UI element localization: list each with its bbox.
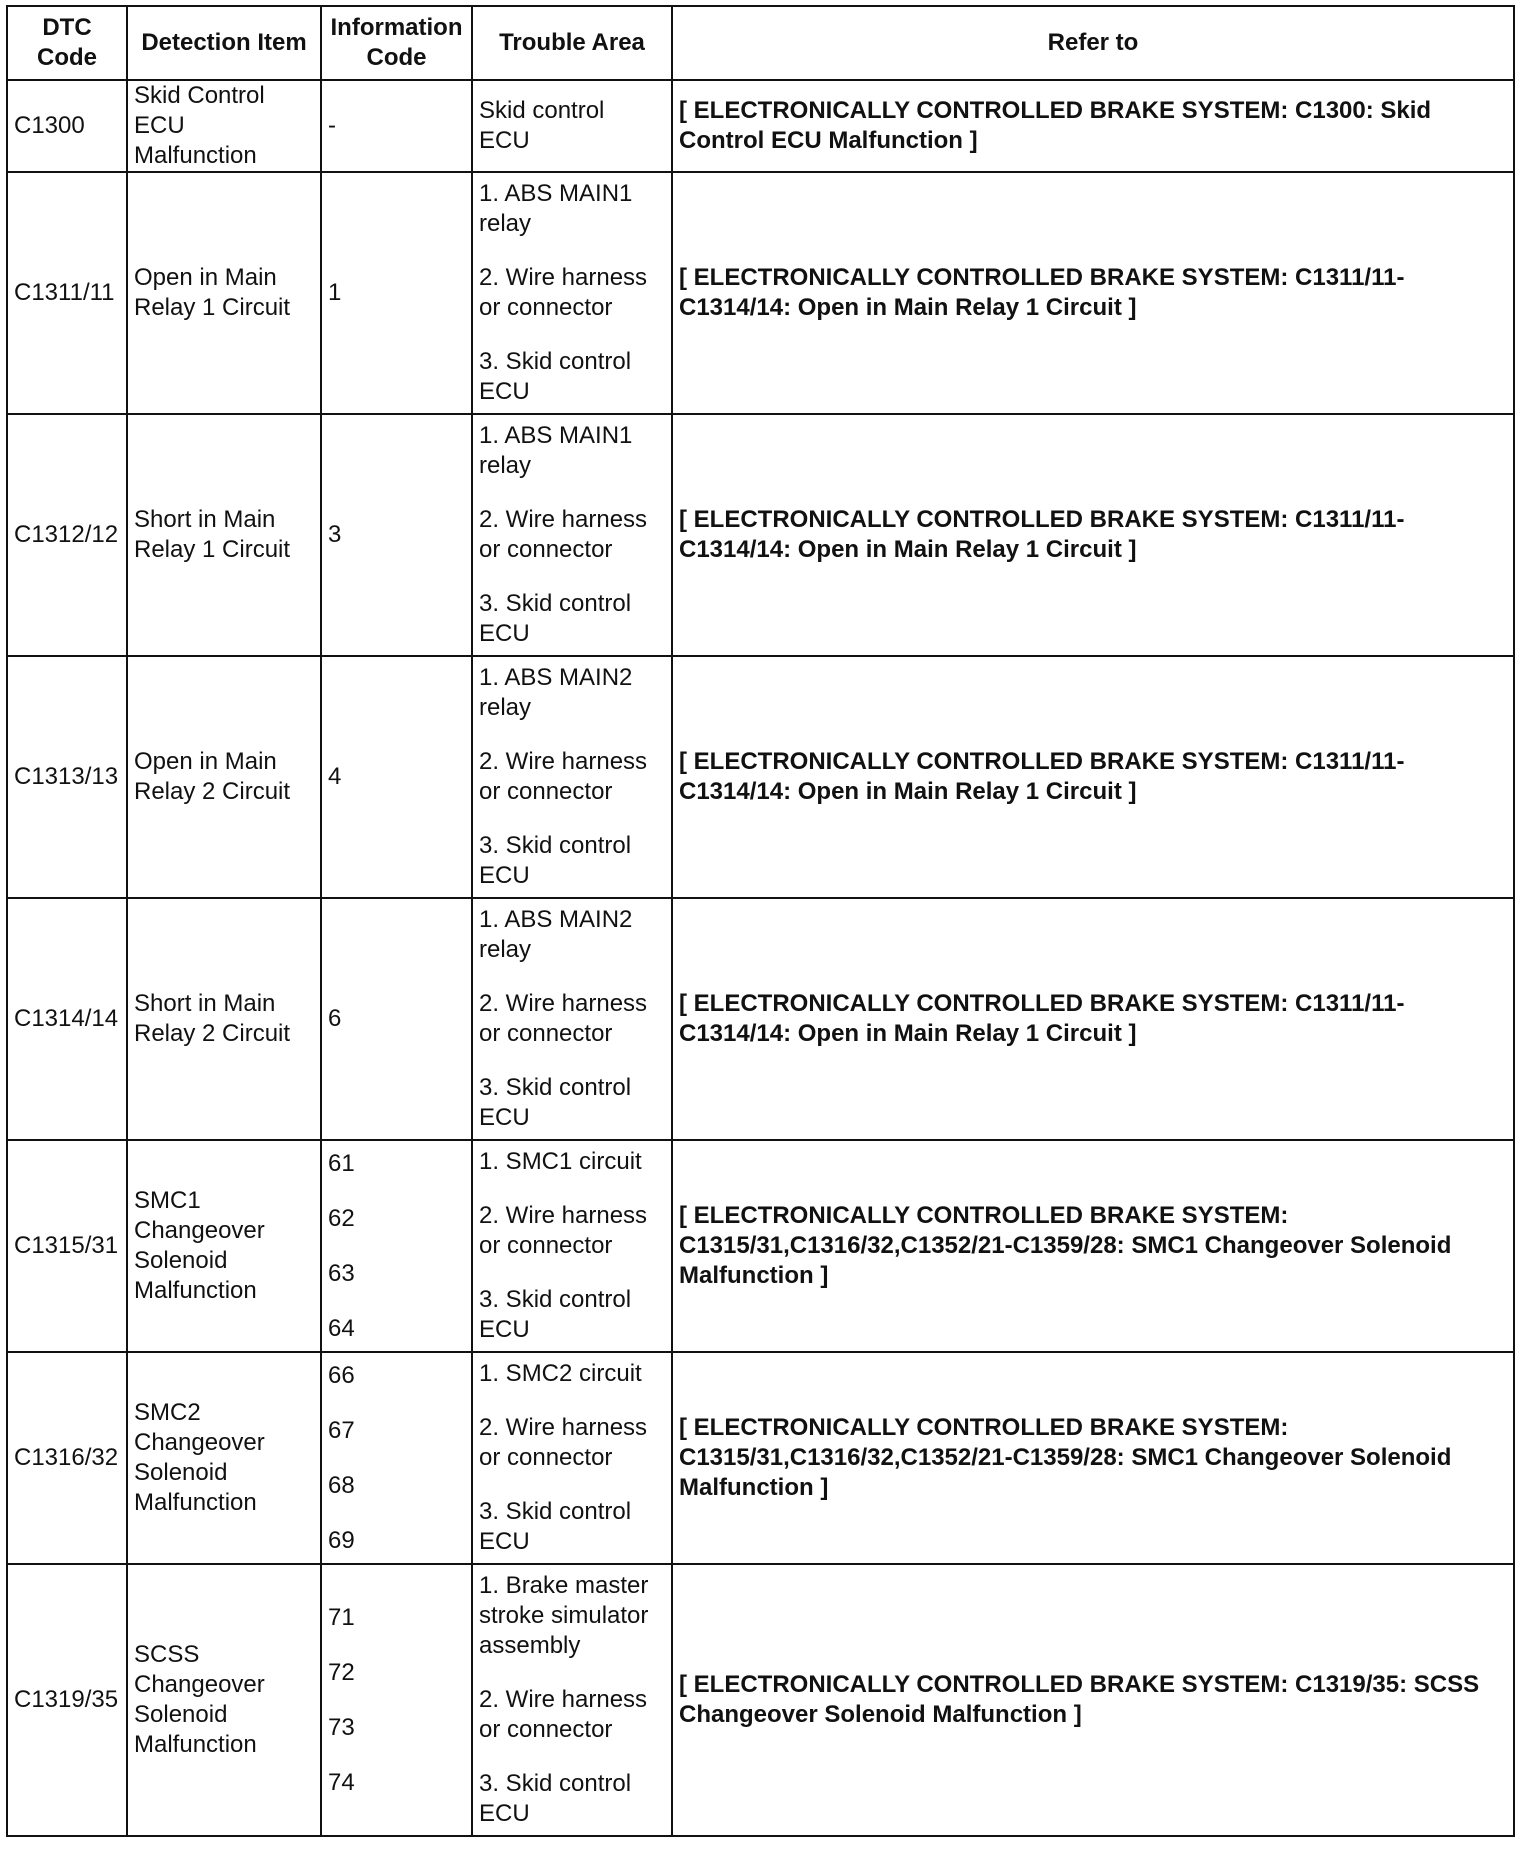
dtc-code-cell: C1312/12 <box>7 414 127 656</box>
detection-item-cell: SCSS Changeover Solenoid Malfunction <box>127 1564 321 1836</box>
table-row <box>7 1140 1514 1352</box>
trouble-area-item: 1. Brake master stroke simulator assembly <box>479 1572 649 1659</box>
header-trouble-area: Trouble Area <box>472 6 672 80</box>
information-code-value: 66 <box>328 1361 355 1389</box>
trouble-area-item: Skid control ECU <box>479 97 605 154</box>
refer-to-link[interactable]: [ ELECTRONICALLY CONTROLLED BRAKE SYSTEM: C1315/31,C1316/32,C1352/21-C1359/28: SMC1 Changeover Solenoid Malfunction ] <box>672 1140 1514 1352</box>
information-code-cell <box>321 898 472 1140</box>
dtc-code-cell: C1315/31 <box>7 1140 127 1352</box>
information-code-cell <box>321 172 472 414</box>
trouble-area-item: 2. Wire harness or connector <box>479 748 648 805</box>
table-row <box>7 1352 1514 1564</box>
information-code-cell <box>321 1564 472 1836</box>
trouble-area-item: 2. Wire harness or connector <box>479 1686 648 1743</box>
trouble-area-item: 1. ABS MAIN1 relay <box>479 422 633 479</box>
information-code-value: 1 <box>328 279 342 306</box>
information-code-value: 64 <box>328 1314 355 1342</box>
trouble-area-cell <box>472 1352 672 1564</box>
trouble-area-item: 3. Skid control ECU <box>479 1286 632 1343</box>
information-code-value: 67 <box>328 1416 355 1444</box>
trouble-area-item: 2. Wire harness or connector <box>479 506 648 563</box>
detection-item-cell: SMC1 Changeover Solenoid Malfunction <box>127 1140 321 1352</box>
header-detection-item: Detection Item <box>127 6 321 80</box>
trouble-area-cell <box>472 656 672 898</box>
trouble-area-item: 2. Wire harness or connector <box>479 990 648 1047</box>
trouble-area-cell <box>472 1564 672 1836</box>
trouble-area-item: 1. SMC1 circuit <box>479 1148 642 1175</box>
information-code-cell <box>321 1140 472 1352</box>
table-row <box>7 898 1514 1140</box>
information-code-value: - <box>328 112 336 139</box>
trouble-area-item: 3. Skid control ECU <box>479 590 632 647</box>
detection-item-cell: Skid Control ECU Malfunction <box>127 80 321 172</box>
information-code-value: 69 <box>328 1526 355 1554</box>
header-information-code: Information Code <box>321 6 472 80</box>
information-code-cell <box>321 80 472 172</box>
table-body <box>7 80 1514 1836</box>
trouble-area-item: 2. Wire harness or connector <box>479 1414 648 1471</box>
dtc-code-cell: C1316/32 <box>7 1352 127 1564</box>
information-code-cell <box>321 414 472 656</box>
trouble-area-item: 3. Skid control ECU <box>479 1074 632 1131</box>
header-refer-to: Refer to <box>672 6 1514 80</box>
table-row <box>7 656 1514 898</box>
dtc-code-cell: C1314/14 <box>7 898 127 1140</box>
refer-to-link[interactable]: [ ELECTRONICALLY CONTROLLED BRAKE SYSTEM: C1319/35: SCSS Changeover Solenoid Malfunction ] <box>672 1564 1514 1836</box>
trouble-area-cell <box>472 80 672 172</box>
information-code-value: 3 <box>328 521 342 548</box>
information-code-value: 71 <box>328 1603 355 1631</box>
dtc-code-cell: C1319/35 <box>7 1564 127 1836</box>
trouble-area-cell <box>472 1140 672 1352</box>
trouble-area-item: 3. Skid control ECU <box>479 1770 632 1827</box>
table-row <box>7 1564 1514 1836</box>
information-code-cell <box>321 1352 472 1564</box>
information-code-value: 61 <box>328 1149 355 1177</box>
trouble-area-item: 3. Skid control ECU <box>479 348 632 405</box>
table-header-row <box>7 6 1514 80</box>
dtc-table-container <box>6 5 1513 1837</box>
information-code-value: 73 <box>328 1713 355 1741</box>
information-code-value: 62 <box>328 1204 355 1232</box>
refer-to-link[interactable]: [ ELECTRONICALLY CONTROLLED BRAKE SYSTEM: C1311/11-C1314/14: Open in Main Relay 1 Circuit ] <box>672 172 1514 414</box>
refer-to-link[interactable]: [ ELECTRONICALLY CONTROLLED BRAKE SYSTEM: C1300: Skid Control ECU Malfunction ] <box>672 80 1514 172</box>
trouble-area-cell <box>472 172 672 414</box>
trouble-area-item: 2. Wire harness or connector <box>479 1202 648 1259</box>
refer-to-link[interactable]: [ ELECTRONICALLY CONTROLLED BRAKE SYSTEM: C1315/31,C1316/32,C1352/21-C1359/28: SMC1 Changeover Solenoid Malfunction ] <box>672 1352 1514 1564</box>
dtc-table <box>6 5 1515 1837</box>
detection-item-cell: SMC2 Changeover Solenoid Malfunction <box>127 1352 321 1564</box>
information-code-value: 4 <box>328 763 342 790</box>
table-row <box>7 80 1514 172</box>
trouble-area-cell <box>472 414 672 656</box>
trouble-area-item: 2. Wire harness or connector <box>479 264 648 321</box>
detection-item-cell: Open in Main Relay 2 Circuit <box>127 656 321 898</box>
information-code-cell <box>321 656 472 898</box>
refer-to-link[interactable]: [ ELECTRONICALLY CONTROLLED BRAKE SYSTEM: C1311/11-C1314/14: Open in Main Relay 1 Circuit ] <box>672 898 1514 1140</box>
dtc-code-cell: C1311/11 <box>7 172 127 414</box>
trouble-area-item: 3. Skid control ECU <box>479 832 632 889</box>
refer-to-link[interactable]: [ ELECTRONICALLY CONTROLLED BRAKE SYSTEM: C1311/11-C1314/14: Open in Main Relay 1 Circuit ] <box>672 414 1514 656</box>
dtc-code-cell: C1300 <box>7 80 127 172</box>
detection-item-cell: Short in Main Relay 1 Circuit <box>127 414 321 656</box>
detection-item-cell: Open in Main Relay 1 Circuit <box>127 172 321 414</box>
table-row <box>7 172 1514 414</box>
trouble-area-item: 3. Skid control ECU <box>479 1498 632 1555</box>
header-dtc-code: DTC Code <box>7 6 127 80</box>
trouble-area-item: 1. ABS MAIN2 relay <box>479 906 633 963</box>
information-code-value: 74 <box>328 1768 355 1796</box>
trouble-area-item: 1. ABS MAIN2 relay <box>479 664 633 721</box>
detection-item-cell: Short in Main Relay 2 Circuit <box>127 898 321 1140</box>
table-row <box>7 414 1514 656</box>
dtc-code-cell: C1313/13 <box>7 656 127 898</box>
information-code-value: 68 <box>328 1471 355 1499</box>
information-code-value: 6 <box>328 1005 342 1032</box>
information-code-value: 63 <box>328 1259 355 1287</box>
refer-to-link[interactable]: [ ELECTRONICALLY CONTROLLED BRAKE SYSTEM: C1311/11-C1314/14: Open in Main Relay 1 Circuit ] <box>672 656 1514 898</box>
trouble-area-item: 1. ABS MAIN1 relay <box>479 180 633 237</box>
trouble-area-item: 1. SMC2 circuit <box>479 1360 642 1387</box>
information-code-value: 72 <box>328 1658 355 1686</box>
trouble-area-cell <box>472 898 672 1140</box>
